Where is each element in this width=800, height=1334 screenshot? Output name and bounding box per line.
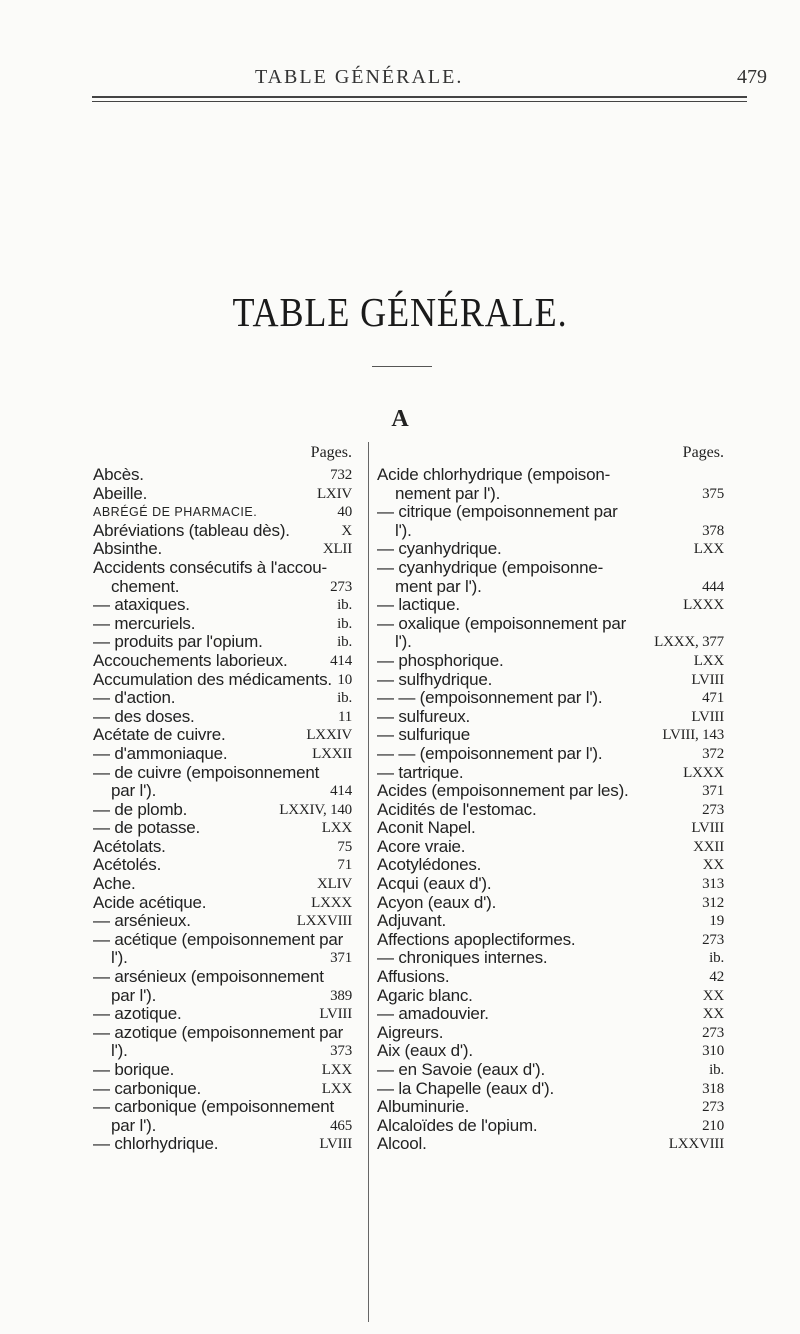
- entry-page-ref: LXXIV: [306, 727, 352, 744]
- entry-page-ref: LXXII: [312, 745, 352, 762]
- entry-term: Ache.: [93, 874, 136, 894]
- entry-term: — sulfurique: [377, 725, 471, 745]
- index-entry: [93, 652, 352, 671]
- column-divider: [368, 442, 369, 1322]
- entry-term: nement par l').: [395, 483, 501, 503]
- entry-term: — borique.: [93, 1060, 175, 1079]
- entry-term: ABRÉGÉ DE PHARMACIE.: [93, 505, 258, 520]
- entry-page-ref: 310: [702, 1043, 724, 1060]
- entry-term: — cyanhydrique.: [377, 539, 502, 559]
- index-entry: [377, 726, 724, 745]
- entry-page-ref: X: [341, 522, 352, 539]
- index-entry: [93, 745, 352, 764]
- entry-page-ref: XX: [702, 857, 724, 874]
- entry-term: Accumulation des médicaments.: [93, 669, 332, 689]
- index-entry: [377, 1005, 724, 1024]
- index-entry: [93, 1117, 352, 1136]
- entry-term: — citrique (empoisonnement par: [377, 502, 618, 522]
- entry-term: par l').: [111, 781, 157, 801]
- entry-page-ref: ib.: [709, 1062, 724, 1078]
- entry-page-ref: XXII: [693, 838, 724, 855]
- index-entry: [93, 485, 352, 504]
- entry-term: — de cuivre (empoisonnement: [93, 762, 320, 782]
- entry-term: Abcès.: [93, 465, 144, 484]
- index-entry: [93, 894, 352, 913]
- entry-page-ref: LVIII: [319, 1136, 352, 1153]
- index-entry: [93, 522, 352, 541]
- index-entry: [93, 949, 352, 968]
- entry-term: Acotylédones.: [377, 855, 482, 875]
- index-entry: [93, 875, 352, 894]
- entry-term: Acide acétique.: [93, 892, 207, 912]
- index-entry: [93, 466, 352, 485]
- entry-term: Affusions.: [377, 967, 450, 987]
- entry-list: [93, 466, 352, 1154]
- entry-term: Alcool.: [377, 1134, 427, 1154]
- index-entry: [377, 987, 724, 1006]
- index-entry: [93, 633, 352, 652]
- entry-page-ref: LXX: [693, 652, 724, 669]
- entry-term: — amadouvier.: [377, 1004, 489, 1024]
- entry-term: — arsénieux.: [93, 911, 191, 931]
- entry-page-ref: 471: [702, 690, 724, 707]
- entry-term: Agaric blanc.: [377, 985, 473, 1005]
- entry-term: Abeille.: [93, 483, 148, 503]
- running-head: [0, 66, 800, 90]
- entry-term: Acétate de cuivre.: [93, 725, 226, 745]
- column-header: Pages.: [310, 444, 352, 461]
- entry-page-ref: 273: [702, 801, 724, 818]
- entry-page-ref: 375: [702, 485, 724, 502]
- index-entry: [377, 912, 724, 931]
- entry-page-ref: ib.: [337, 690, 352, 707]
- entry-term: — chroniques internes.: [377, 948, 548, 968]
- entry-page-ref: 273: [702, 1024, 724, 1041]
- entry-page-ref: 414: [330, 783, 352, 800]
- entry-term: l').: [111, 948, 128, 968]
- entry-page-ref: 371: [330, 950, 352, 967]
- entry-term: Aigreurs.: [377, 1022, 444, 1042]
- entry-page-ref: LXXVIII: [296, 913, 352, 930]
- entry-term: — sulfureux.: [377, 706, 471, 726]
- index-entry: [377, 1080, 724, 1099]
- entry-term: Accouchements laborieux.: [93, 650, 288, 670]
- index-entry: [377, 540, 724, 559]
- index-entry: [93, 968, 352, 987]
- entry-page-ref: XX: [702, 987, 724, 1004]
- index-entry: [93, 801, 352, 820]
- index-entry: [93, 540, 352, 559]
- index-entry: [93, 1005, 352, 1024]
- index-entry: [377, 838, 724, 857]
- entry-list: [377, 466, 724, 1154]
- entry-term: — carbonique.: [93, 1078, 201, 1098]
- entry-term: Absinthe.: [93, 539, 163, 559]
- section-letter: A: [391, 406, 409, 432]
- index-entry: [93, 559, 352, 578]
- entry-term: — tartrique.: [377, 762, 464, 782]
- entry-term: — acétique (empoisonnement par: [93, 929, 344, 949]
- index-column-right: [377, 444, 724, 1154]
- entry-page-ref: 42: [709, 969, 724, 986]
- entry-page-ref: 11: [337, 708, 352, 725]
- index-entry: [93, 1098, 352, 1117]
- entry-page-ref: LVIII, 143: [662, 727, 724, 744]
- entry-term: — ataxiques.: [93, 595, 190, 615]
- entry-term: — d'action.: [93, 688, 176, 708]
- entry-term: — la Chapelle (eaux d').: [377, 1078, 555, 1098]
- entry-term: — de plomb.: [93, 799, 188, 819]
- column-header: Pages.: [682, 444, 724, 461]
- entry-term: Albuminurie.: [377, 1097, 470, 1117]
- index-entry: [377, 671, 724, 690]
- entry-term: — lactique.: [377, 595, 460, 615]
- index-entry: [377, 856, 724, 875]
- entry-term: — arsénieux (empoisonnement: [93, 967, 324, 987]
- page-number: 479: [737, 66, 767, 88]
- entry-term: — — (empoisonnement par l').: [377, 743, 603, 763]
- index-column-left: [93, 444, 352, 1154]
- entry-term: Accidents consécutifs à l'accou-: [93, 557, 328, 577]
- entry-term: — des doses.: [93, 706, 195, 726]
- entry-page-ref: 40: [337, 504, 352, 521]
- entry-term: Adjuvant.: [377, 911, 447, 931]
- entry-term: — phosphorique.: [377, 650, 504, 670]
- entry-page-ref: LXXIV, 140: [279, 801, 352, 818]
- entry-page-ref: LXX: [321, 820, 352, 837]
- index-entry: [377, 931, 724, 950]
- entry-term: l').: [395, 520, 412, 540]
- index-entry: [93, 1042, 352, 1061]
- index-entry: [377, 949, 724, 968]
- entry-term: Aconit Napel.: [377, 818, 476, 838]
- index-entry: [377, 652, 724, 671]
- index-entry: [377, 578, 724, 597]
- index-entry: [377, 764, 724, 783]
- entry-page-ref: 465: [330, 1117, 352, 1134]
- entry-page-ref: LXXX, 377: [654, 634, 724, 651]
- entry-page-ref: 313: [702, 876, 724, 893]
- index-entry: [377, 819, 724, 838]
- entry-term: ment par l').: [395, 576, 482, 596]
- index-entry: [93, 689, 352, 708]
- index-entry: [93, 615, 352, 634]
- header-rule-thin: [92, 101, 747, 102]
- entry-page-ref: 444: [702, 578, 724, 595]
- entry-term: — mercuriels.: [93, 613, 196, 633]
- index-entry: [377, 615, 724, 634]
- entry-page-ref: XX: [702, 1006, 724, 1023]
- index-entry: [93, 671, 352, 690]
- entry-page-ref: LVIII: [691, 820, 724, 837]
- index-entry: [377, 559, 724, 578]
- entry-term: par l').: [111, 985, 157, 1005]
- index-entry: [377, 1117, 724, 1136]
- index-entry: [377, 801, 724, 820]
- entry-page-ref: LXX: [321, 1062, 352, 1078]
- index-entry: [93, 1024, 352, 1043]
- index-entry: [93, 1080, 352, 1099]
- index-entry: [93, 782, 352, 801]
- index-entry: [377, 1042, 724, 1061]
- entry-page-ref: LVIII: [691, 671, 724, 688]
- entry-page-ref: LXIV: [316, 485, 352, 502]
- entry-term: — carbonique (empoisonnement: [93, 1097, 335, 1117]
- entry-page-ref: XLIV: [316, 876, 352, 893]
- index-entry: [93, 596, 352, 615]
- entry-term: — — (empoisonnement par l').: [377, 688, 603, 708]
- index-entry: [377, 466, 724, 485]
- entry-page-ref: 389: [330, 987, 352, 1004]
- entry-page-ref: ib.: [709, 950, 724, 967]
- entry-page-ref: 372: [702, 745, 724, 762]
- entry-term: l').: [395, 632, 412, 652]
- entry-term: — cyanhydrique (empoisonne-: [377, 557, 604, 577]
- entry-term: Acore vraie.: [377, 836, 466, 856]
- entry-page-ref: LXX: [321, 1080, 352, 1097]
- entry-page-ref: ib.: [337, 597, 352, 614]
- entry-term: Abréviations (tableau dès).: [93, 520, 290, 540]
- entry-page-ref: 71: [337, 857, 352, 874]
- entry-term: par l').: [111, 1115, 157, 1135]
- entry-page-ref: LVIII: [691, 708, 724, 725]
- entry-page-ref: 318: [702, 1080, 724, 1097]
- index-entry: [377, 689, 724, 708]
- index-entry: [93, 764, 352, 783]
- entry-term: — oxalique (empoisonnement par: [377, 613, 627, 633]
- entry-term: Acidités de l'estomac.: [377, 799, 537, 819]
- entry-page-ref: LVIII: [319, 1006, 352, 1023]
- index-entry: [377, 782, 724, 801]
- index-entry: [377, 633, 724, 652]
- index-entry: [377, 1098, 724, 1117]
- index-entry: [377, 1024, 724, 1043]
- entry-term: Acétolats.: [93, 836, 166, 856]
- index-entry: [93, 912, 352, 931]
- index-entry: [93, 1061, 352, 1080]
- entry-page-ref: 210: [702, 1117, 724, 1134]
- entry-page-ref: LXXVIII: [668, 1136, 724, 1153]
- index-entry: [377, 968, 724, 987]
- entry-term: Alcaloïdes de l'opium.: [377, 1115, 538, 1135]
- index-entry: [93, 1135, 352, 1154]
- entry-page-ref: 732: [330, 467, 352, 483]
- index-entry: [377, 875, 724, 894]
- index-entry: [377, 1061, 724, 1080]
- entry-term: l').: [111, 1041, 128, 1061]
- entry-term: Acide chlorhydrique (empoison-: [377, 465, 611, 484]
- index-entry: [377, 485, 724, 504]
- entry-page-ref: ib.: [337, 634, 352, 651]
- entry-term: — d'ammoniaque.: [93, 743, 228, 763]
- entry-term: Affections apoplectiformes.: [377, 929, 576, 949]
- entry-page-ref: 273: [702, 931, 724, 948]
- entry-page-ref: ib.: [337, 615, 352, 632]
- entry-page-ref: LXXX: [683, 597, 724, 614]
- entry-page-ref: 19: [709, 913, 724, 930]
- entry-term: Acyon (eaux d').: [377, 892, 497, 912]
- entry-term: Acétolés.: [93, 855, 162, 875]
- index-entry: [93, 726, 352, 745]
- index-entry: [93, 838, 352, 857]
- index-entry: [377, 503, 724, 522]
- entry-page-ref: LXXX: [311, 894, 352, 911]
- entry-term: chement.: [111, 576, 180, 596]
- index-entry: [93, 819, 352, 838]
- entry-page-ref: 273: [330, 578, 352, 595]
- index-entry: [93, 856, 352, 875]
- entry-term: — en Savoie (eaux d').: [377, 1060, 545, 1079]
- entry-term: — azotique.: [93, 1004, 182, 1024]
- entry-term: — sulfhydrique.: [377, 669, 493, 689]
- entry-page-ref: 373: [330, 1043, 352, 1060]
- entry-term: Acqui (eaux d').: [377, 874, 492, 894]
- index-entry: [93, 987, 352, 1006]
- entry-page-ref: 312: [702, 894, 724, 911]
- entry-term: Acides (empoisonnement par les).: [377, 781, 629, 801]
- entry-page-ref: XLII: [322, 541, 352, 558]
- index-entry: [377, 745, 724, 764]
- index-entry: [93, 708, 352, 727]
- index-entry: [377, 596, 724, 615]
- entry-term: — de potasse.: [93, 818, 201, 838]
- index-entry: [377, 1135, 724, 1154]
- entry-term: — azotique (empoisonnement par: [93, 1022, 344, 1042]
- running-head-title: TABLE GÉNÉRALE.: [255, 66, 464, 88]
- entry-page-ref: 273: [702, 1099, 724, 1116]
- entry-page-ref: LXXX: [683, 764, 724, 781]
- entry-page-ref: 414: [330, 652, 352, 669]
- entry-page-ref: 371: [702, 783, 724, 800]
- entry-page-ref: 378: [702, 522, 724, 539]
- index-entry: [93, 503, 352, 522]
- title-rule: [372, 366, 432, 367]
- entry-page-ref: LXX: [693, 541, 724, 558]
- header-rule: [92, 96, 747, 98]
- page-title: TABLE GÉNÉRALE.: [232, 289, 568, 335]
- entry-term: — chlorhydrique.: [93, 1134, 219, 1154]
- entry-term: — produits par l'opium.: [93, 632, 263, 652]
- index-entry: [377, 522, 724, 541]
- entry-page-ref: 75: [337, 838, 352, 855]
- index-entry: [93, 578, 352, 597]
- index-entry: [93, 931, 352, 950]
- entry-page-ref: 10: [337, 671, 352, 688]
- index-entry: [377, 708, 724, 727]
- entry-term: Aix (eaux d').: [377, 1041, 473, 1061]
- index-entry: [377, 894, 724, 913]
